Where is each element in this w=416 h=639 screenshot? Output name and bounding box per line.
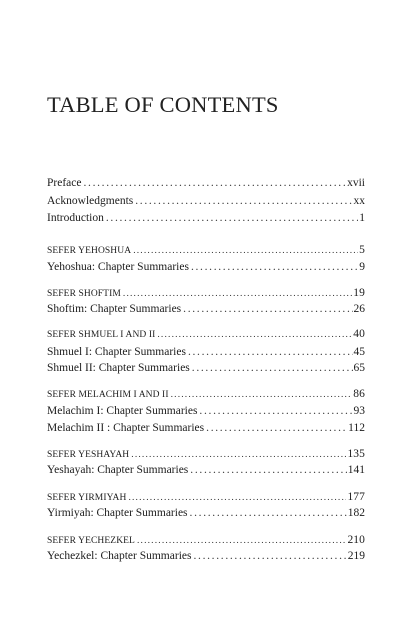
dot-leader	[157, 328, 352, 342]
toc-section-label: SEFER YIRMIYAH	[47, 493, 127, 503]
toc-entry-page: 45	[353, 346, 365, 358]
dot-leader	[190, 463, 346, 477]
toc-entry-page: 210	[347, 534, 365, 546]
toc-entry-preface	[47, 176, 365, 190]
dot-leader	[83, 176, 346, 190]
toc-section-label: SEFER YEHOSHUA	[47, 246, 132, 256]
page-title: TABLE OF CONTENTS	[47, 92, 279, 117]
toc-entry-page: 135	[347, 448, 365, 460]
toc-section-label: SEFER MELACHIM I AND II	[47, 390, 169, 400]
toc-entry-label: Melachim II : Chapter Summaries	[47, 422, 205, 434]
dot-leader	[199, 404, 352, 418]
toc-section-label: SEFER SHOFTIM	[47, 289, 121, 299]
toc-section-label: SEFER YECHEZKEL	[47, 536, 135, 546]
toc-entry-acknowledgments	[47, 194, 365, 208]
toc-entry-melachim-1-summaries	[47, 404, 365, 418]
toc-entry-page: 141	[347, 464, 365, 476]
toc-section-label: SEFER YESHAYAH	[47, 450, 130, 460]
toc-section-melachim	[47, 387, 365, 401]
toc-entry-label: Shoftim: Chapter Summaries	[47, 303, 182, 315]
dot-leader	[135, 194, 352, 208]
toc-entry-label: Yehoshua: Chapter Summaries	[47, 261, 189, 273]
toc-entry-page: 65	[353, 362, 365, 374]
toc-entry-label: Yechezkel: Chapter Summaries	[47, 550, 192, 562]
toc-entry-yeshayah-summaries	[47, 463, 365, 477]
dot-leader	[171, 388, 353, 402]
dot-leader	[137, 534, 346, 548]
toc-entry-label: Shmuel II: Chapter Summaries	[47, 362, 190, 374]
dot-leader	[123, 287, 352, 301]
toc-entry-label: Yeshayah: Chapter Summaries	[47, 464, 189, 476]
toc-entry-label: Preface	[47, 177, 82, 189]
toc-entry-shmuel-1-summaries	[47, 345, 365, 359]
toc-entry-page: 1	[359, 212, 365, 224]
toc-entry-page: xx	[353, 195, 365, 207]
toc-entry-label: Yirmiyah: Chapter Summaries	[47, 507, 188, 519]
dot-leader	[206, 421, 347, 435]
toc-section-yechezkel	[47, 533, 365, 547]
dot-leader	[131, 448, 346, 462]
toc-section-shmuel	[47, 327, 365, 341]
toc-entry-page: 182	[347, 507, 365, 519]
toc-section-label: SEFER SHMUEL I AND II	[47, 330, 156, 340]
toc-entry-melachim-2-summaries	[47, 421, 365, 435]
toc-entry-page: 26	[353, 303, 365, 315]
toc-entry-introduction	[47, 211, 365, 225]
toc-entry-shmuel-2-summaries	[47, 361, 365, 375]
toc-entry-page: 177	[347, 491, 365, 503]
toc-entry-page: 19	[353, 287, 365, 299]
toc-entry-page: 40	[353, 328, 365, 340]
toc-entry-label: Introduction	[47, 212, 104, 224]
dot-leader	[188, 345, 353, 359]
toc-entry-shoftim-summaries	[47, 302, 365, 316]
toc-entry-page: 112	[348, 422, 365, 434]
toc-section-yehoshua	[47, 243, 365, 257]
toc-entry-label: Melachim I: Chapter Summaries	[47, 405, 198, 417]
dot-leader	[192, 361, 353, 375]
toc-entry-label: Acknowledgments	[47, 195, 134, 207]
toc-entry-yirmiyah-summaries	[47, 506, 365, 520]
dot-leader	[190, 506, 347, 520]
toc-entry-yehoshua-summaries	[47, 260, 365, 274]
toc-section-yirmiyah	[47, 490, 365, 504]
toc-entry-page: 5	[359, 244, 365, 256]
toc-entry-label: Shmuel I: Chapter Summaries	[47, 346, 186, 358]
dot-leader	[183, 302, 352, 316]
dot-leader	[106, 211, 358, 225]
dot-leader	[133, 244, 358, 258]
toc-entry-page: 93	[353, 405, 365, 417]
toc-entry-page: 9	[359, 261, 365, 273]
toc-entry-page: xvii	[347, 177, 365, 189]
toc-entry-yechezkel-summaries	[47, 549, 365, 563]
dot-leader	[128, 491, 346, 505]
toc-entry-page: 86	[353, 388, 365, 400]
dot-leader	[191, 260, 358, 274]
toc-section-shoftim	[47, 286, 365, 300]
toc-section-yeshayah	[47, 447, 365, 461]
toc-entry-page: 219	[347, 550, 365, 562]
dot-leader	[193, 549, 346, 563]
